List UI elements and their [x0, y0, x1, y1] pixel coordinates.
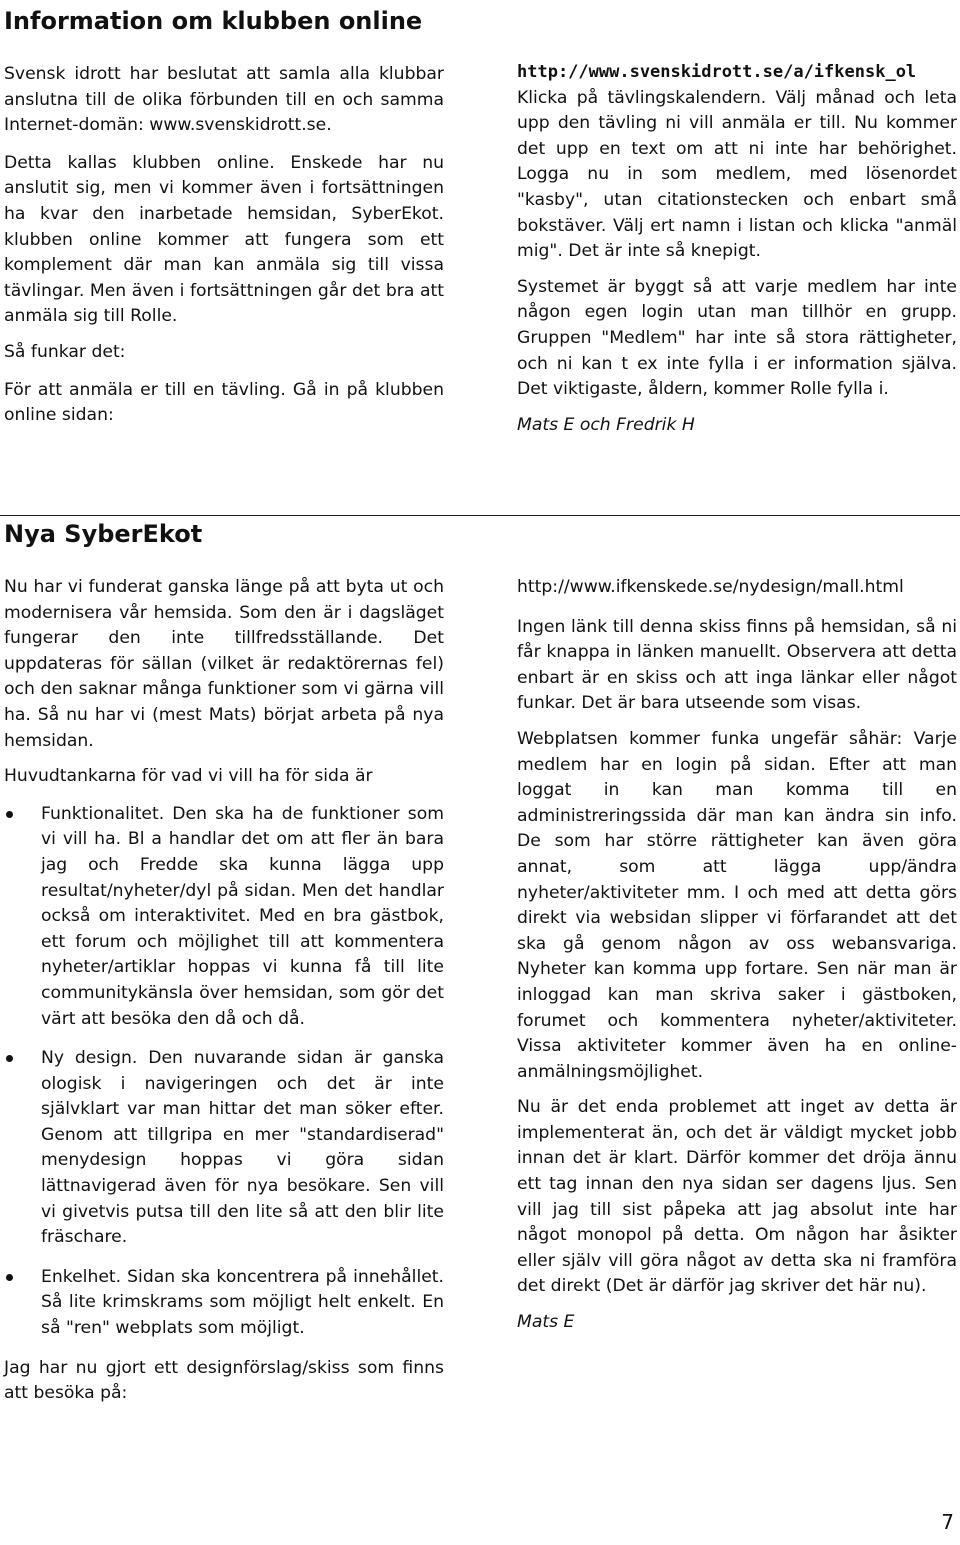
section2-left-paragraph-3: Jag har nu gjort ett designförslag/skiss som finns att besöka på:	[4, 1357, 444, 1404]
section1-left-paragraph-3: Så funkar det:	[4, 341, 126, 362]
section1-right-paragraph-1: Klicka på tävlingskalendern. Välj månad och leta upp den tävling ni vill anmäla er till. Nu kommer det upp en text om att ni inte har behörighet. Logga nu in som medlem, med lösenordet "kasby", utan citationstecken och enbart små bokstäver. Välj ert namn i listan och klicka "anmäl mig". Det är inte så knepigt.	[517, 87, 957, 262]
section2-right-column	[517, 575, 957, 1350]
section1-left-paragraph-2: Detta kallas klubben online. Enskede har nu anslutit sig, men vi kommer även i fortsättningen ha kvar den inarbetade hemsidan, SyberEkot. klubben online kommer att fungera som ett komplement där man kan anmäla sig till vissa tävlingar. Men även i fortsättningen går det bra att anmäla sig till Rolle.	[4, 152, 444, 327]
feature-text: Funktionalitet. Den ska ha de funktioner som vi vill ha. Bl a handlar det om att fler än bara jag och Fredde ska kunna lägga upp resultat/nyheter/dyl på sidan. Men det handlar också om interaktivitet. Med en bra gästbok, ett forum och möjlighet till att kommentera nyheter/artiklar hoppas vi kunna få till lite communitykänsla över hemsidan, som gör det värt att besöka den då och då.	[41, 803, 444, 1029]
bullet-icon	[6, 1274, 13, 1281]
section2-left-paragraph-1: Nu har vi funderat ganska länge på att byta ut och modernisera vår hemsida. Som den är i dagsläget fungerar den inte tillfredsställande. Det uppdateras för sällan (vilket är redaktörernas fel) och den saknar många funktioner som vi gärna vill ha. Så nu har vi (mest Mats) börjat arbeta på nya hemsidan.	[4, 577, 444, 751]
list-item	[4, 1265, 444, 1342]
section1-left-column	[4, 62, 444, 443]
section1-right-paragraph-2: Systemet är byggt så att varje medlem har inte någon egen login utan man tillhör en grupp. Gruppen "Medlem" har inte så stora rättigheter, och ni kan t ex inte fylla i er information själva. Det viktigaste, åldern, kommer Rolle fylla i.	[517, 276, 957, 400]
section2-right-paragraph-1: Ingen länk till denna skiss finns på hemsidan, så ni får knappa in länken manuellt. Observera att detta enbart är en skiss och att inga länkar eller något funkar. Det är bara utseende som visas.	[517, 616, 957, 714]
section-title-nya-syberekot: Nya SyberEkot	[4, 520, 203, 548]
section1-right-column	[517, 60, 957, 452]
section-divider	[0, 515, 960, 516]
bullet-icon	[6, 1055, 13, 1062]
feature-text: Enkelhet. Sidan ska koncentrera på innehållet. Så lite krimskrams som möjligt helt enkelt. En så "ren" webplats som möjligt.	[41, 1266, 444, 1339]
bullet-icon	[6, 811, 13, 818]
feature-text: Ny design. Den nuvarande sidan är ganska ologisk i navigeringen och det är inte självklart var man hittar det man söker efter. Genom att tillgripa en mer "standardiserad" menydesign hoppas vi göra sidan lättnavigerad även för nya besökare. Sen vill vi givetvis putsa till den lite så att den blir lite fräschare.	[41, 1048, 444, 1248]
page-number: 7	[941, 1510, 954, 1534]
list-item	[4, 1046, 444, 1251]
feature-list	[4, 802, 444, 1342]
svenskidrott-url: http://www.svenskidrott.se/a/ifkensk_ol	[517, 62, 917, 82]
section2-signature: Mats E	[517, 1312, 575, 1333]
section2-right-paragraph-2: Webplatsen kommer funka ungefär såhär: Varje medlem har en login på sidan. Efter att man loggat in kan man komma till en administreringssida där man kan ändra sin info. De som har större rättigheter kan även göra annat, som att lägga upp/ändra nyheter/aktiviteter mm. I och med att detta görs direkt via websidan slipper vi förfarandet att det ska gå genom någon av oss webansvariga. Nyheter kan komma upp fortare. Sen när man är inloggad kan man skriva saker i gästboken, forumet och kommentera nyheter/aktiviteter. Vissa aktiviteter kommer även ha en online-anmälningsmöjlighet.	[517, 728, 957, 1082]
section2-right-paragraph-3: Nu är det enda problemet att inget av detta är implementerat än, och det är väldigt mycket jobb innan det är klart. Därför kommer det dröja ännu ett tag innan den nya sidan ser dagens ljus. Sen vill jag till sist påpeka att jag absolut inte har något monopol på detta. Om någon har åsikter eller själv vill göra något av detta ska ni framföra det direkt (Det är därför jag skriver det här nu).	[517, 1097, 957, 1297]
section1-left-paragraph-1: Svensk idrott har beslutat att samla alla klubbar anslutna till de olika förbunden till en och samma Internet-domän: www.svenskidrott.se.	[4, 64, 444, 136]
section-title-klubben-online: Information om klubben online	[4, 7, 423, 35]
section1-left-paragraph-4: För att anmäla er till en tävling. Gå in på klubben online sidan:	[4, 379, 444, 426]
ifkenskede-url: http://www.ifkenskede.se/nydesign/mall.html	[517, 577, 904, 597]
section1-signature: Mats E och Fredrik H	[517, 414, 695, 435]
section2-left-paragraph-2: Huvudtankarna för vad vi vill ha för sida är	[4, 766, 373, 787]
section2-left-column	[4, 575, 444, 1421]
list-item	[4, 802, 444, 1032]
